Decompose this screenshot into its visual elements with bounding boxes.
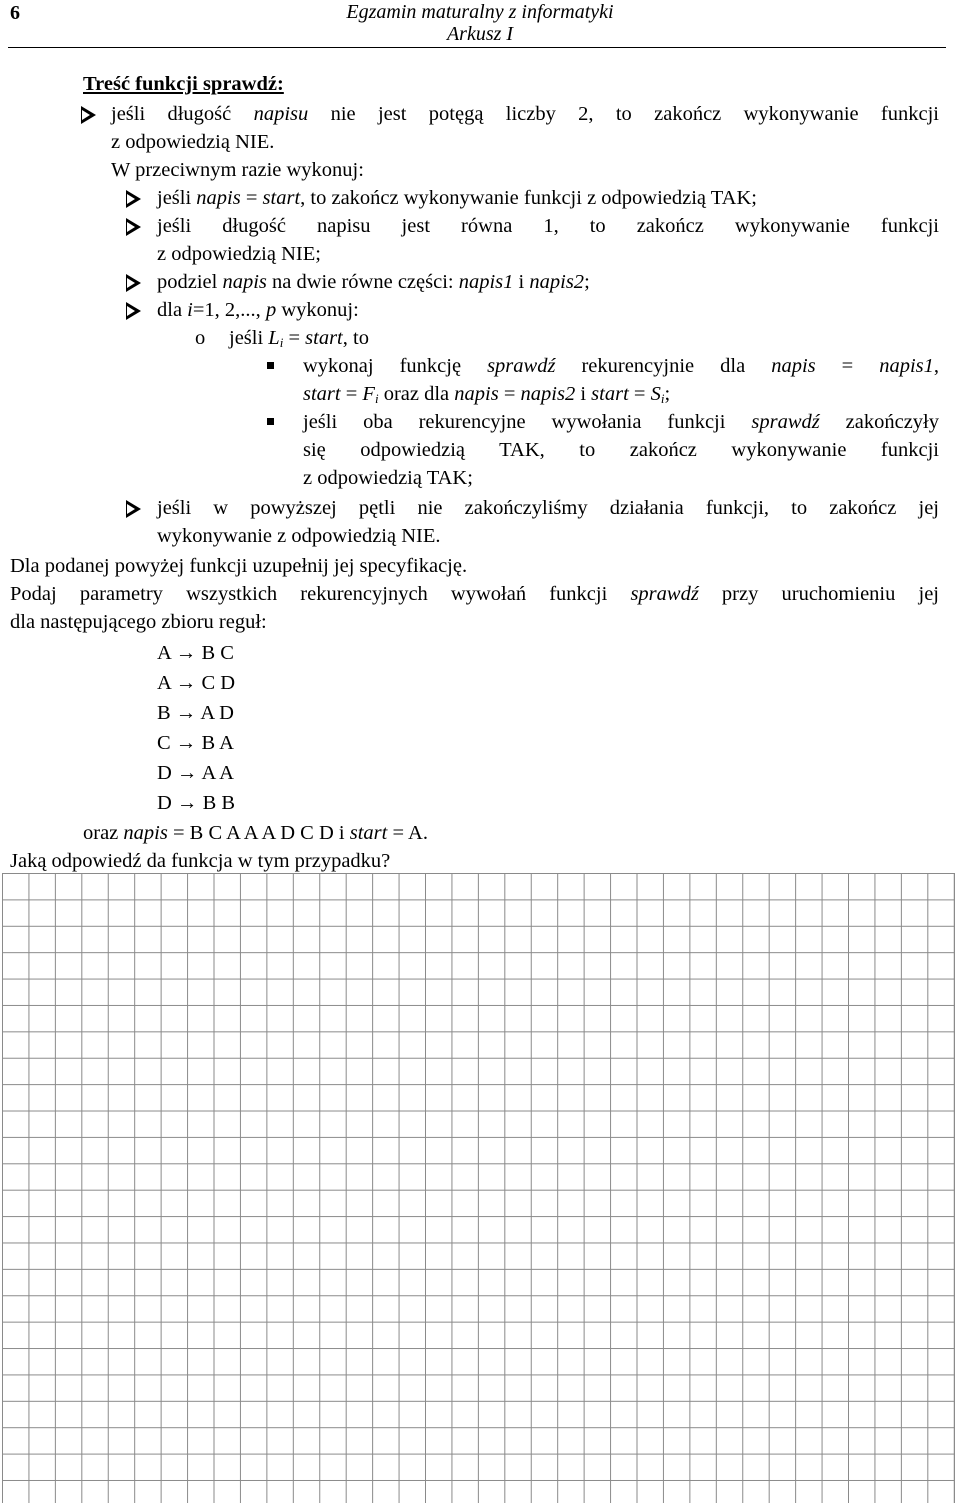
bullet-4: podziel napis na dwie równe części: napis1 i napis2; xyxy=(157,271,590,293)
arrow-bullet-icon xyxy=(126,500,141,518)
otherwise-line: W przeciwnym razie wykonuj: xyxy=(111,159,364,181)
header-subtitle: Arkusz I xyxy=(446,23,514,45)
square-bullet-icon xyxy=(267,418,274,425)
square-item-1-line-2: start = $F_i$ oraz dla napis = napis2 i start = $S_i$; xyxy=(303,383,671,406)
rule-4: C → B A xyxy=(157,732,234,754)
bullet-1-line-2: z odpowiedzią NIE. xyxy=(111,131,275,153)
bullet-6-line-1: jeśli w powyższej pętli nie zakończyliśmy działania funkcji, to zakończ jej xyxy=(157,497,939,519)
rule-5: D → A A xyxy=(157,762,234,784)
rule-3: B → A D xyxy=(157,702,234,724)
header-title: Egzamin maturalny z informatyki xyxy=(346,1,614,23)
square-item-2-line-3: z odpowiedzią TAK; xyxy=(303,467,473,489)
answer-grid[interactable] xyxy=(2,873,955,1503)
square-item-1-line-1: wykonaj funkcję sprawdź rekurencyjnie dla napis = napis1, xyxy=(303,355,940,377)
input-string-line: oraz napis = B C A A A D C D i start = A. xyxy=(83,822,428,844)
square-item-2-line-2: się odpowiedzią TAK, to zakończ wykonywanie funkcji xyxy=(303,439,939,461)
task-specification: Dla podanej powyżej funkcji uzupełnij jej specyfikację. xyxy=(10,555,468,577)
bullet-2: jeśli napis = start, to zakończ wykonywanie funkcji z odpowiedzią TAK; xyxy=(157,187,757,209)
rule-1: A → B C xyxy=(157,642,234,664)
arrow-bullet-icon xyxy=(126,218,141,236)
bullet-6-line-2: wykonywanie z odpowiedzią NIE. xyxy=(157,525,441,547)
rule-2: A → C D xyxy=(157,672,236,694)
arrow-bullet-icon xyxy=(126,302,141,320)
task-parameters-line-1: Podaj parametry wszystkich rekurencyjnych wywołań funkcji sprawdź przy uruchomieniu jej xyxy=(10,583,939,605)
arrow-bullet-icon xyxy=(81,106,96,124)
circle-item: jeśli $L_i$ = start, to xyxy=(229,327,369,350)
section-title: Treść funkcji sprawdź: xyxy=(83,73,284,95)
page-number: 6 xyxy=(10,2,20,24)
rule-6: D → B B xyxy=(157,792,236,814)
bullet-5: dla i=1, 2,..., p wykonuj: xyxy=(157,299,359,321)
arrow-bullet-icon xyxy=(126,274,141,292)
circle-bullet: o xyxy=(195,327,206,349)
question: Jaką odpowiedź da funkcja w tym przypadku? xyxy=(10,850,391,872)
square-bullet-icon xyxy=(267,362,274,369)
bullet-1-line-1: jeśli długość napisu nie jest potęgą liczby 2, to zakończ wykonywanie funkcji xyxy=(111,103,940,125)
bullet-3-line-2: z odpowiedzią NIE; xyxy=(157,243,321,265)
bullet-3-line-1: jeśli długość napisu jest równa 1, to zakończ wykonywanie funkcji xyxy=(157,215,939,237)
square-item-2-line-1: jeśli oba rekurencyjne wywołania funkcji sprawdź zakończyły xyxy=(303,411,939,433)
header-divider xyxy=(8,47,946,48)
task-parameters-line-2: dla następującego zbioru reguł: xyxy=(10,611,267,633)
arrow-bullet-icon xyxy=(126,190,141,208)
